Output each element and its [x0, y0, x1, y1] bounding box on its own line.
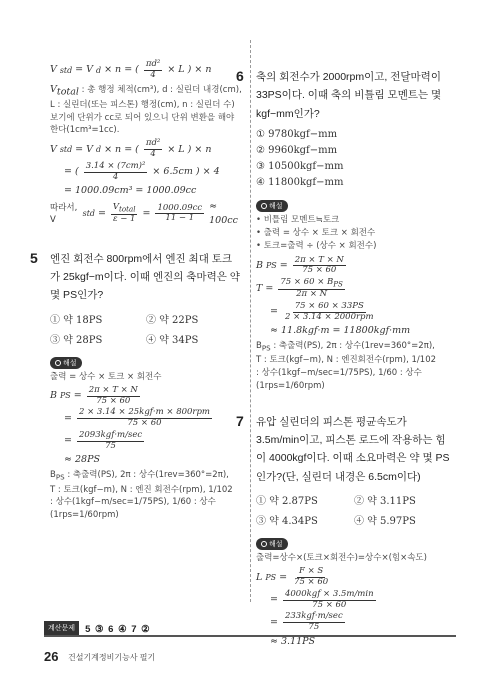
hydraulic-power-formula: [256, 567, 452, 588]
fraction-sub: total: [119, 204, 136, 214]
note-text: L : 실린더(또는 피스톤) 행정(cm), n : 실린더 수): [50, 99, 235, 110]
displacement-formula-4: [50, 184, 242, 198]
fraction-denominator: 75 × 60: [127, 418, 162, 429]
answer-choices: [256, 492, 452, 527]
formula-text: B: [256, 260, 263, 272]
fraction-numerator: 2π × T × N: [294, 254, 344, 265]
fraction-numerator: 2093kgf·m/sec: [78, 429, 143, 440]
choice-4[interactable]: ④ 약 5.97PS: [354, 516, 416, 528]
formula-text: V: [50, 143, 57, 155]
explanation-badge: [50, 357, 82, 369]
choice-3[interactable]: ③ 약 28PS: [50, 334, 103, 346]
formula-text: ≈ 28PS: [64, 454, 100, 466]
fraction: [155, 204, 204, 225]
fraction-denominator: 4: [150, 149, 156, 159]
legend-text: : 축출력(PS), 2π : 상수(1rev=360°=2π),: [67, 470, 229, 481]
bullet-item: • 토크=출력 ÷ (상수 × 회전수): [256, 240, 452, 253]
answer-key-text: 5 ③ 6 ④ 7 ②: [85, 624, 151, 635]
fraction: [77, 431, 144, 452]
hydraulic-step-2: = $\frac{\text{4000kgf × 3.5m/min}}{75 \times 60}$: [270, 588, 374, 610]
left-column: [30, 58, 242, 522]
formula-text: = V: [75, 64, 94, 76]
column-divider: [250, 40, 251, 602]
formula-text: =: [64, 166, 72, 178]
formula-text: × n =: [104, 143, 133, 155]
formula-text: ≈ 11.8kgf·m = 11800kgf·mm: [270, 325, 411, 337]
power-formula: [256, 256, 452, 277]
choice-3[interactable]: ③ 10500kgf−mm: [256, 161, 344, 173]
question-text: 축의 회전수가 2000rpm이고, 전달마력이 33PS이다. 이때 축의 비틀림 모멘트는 몇 kgf−mm인가?: [256, 71, 442, 120]
formula-text: V: [50, 64, 57, 76]
formula-text: T =: [256, 283, 274, 295]
displacement-note: [50, 83, 242, 138]
legend-var: B: [50, 470, 56, 481]
displacement-formula-3: = ( $\frac{\text{3.14 × (7cm)²}}{4}$ × 6.5cm ) × 4: [64, 160, 220, 182]
question-6: [236, 68, 452, 393]
fraction-numerator: πd²: [145, 59, 161, 69]
choice-1[interactable]: ① 9780kgf−mm: [256, 129, 338, 141]
search-icon: [261, 541, 267, 547]
formula-sub: std: [59, 144, 73, 154]
power-legend: [50, 469, 242, 522]
explanation-bullets: [256, 214, 452, 254]
bullet-item: • 비틀림 모멘트≒토크: [256, 214, 452, 227]
question-5: [30, 249, 242, 522]
formula-sub: PS: [265, 572, 277, 582]
legend-text: T : 토크(kgf−m), N : 엔진 회전수(rpm), 1/102: [50, 484, 233, 495]
fraction-denominator: 75 × 60: [294, 577, 329, 588]
displacement-formula-5: [50, 200, 242, 228]
fraction-numerator: 4000kgf × 3.5m/min: [284, 588, 374, 599]
search-icon: [261, 203, 267, 209]
fraction: [144, 60, 162, 81]
fraction-numerator: 3.14 × (7cm)²: [85, 160, 146, 171]
legend-text: T : 토크(kgf−m), N : 엔진회전수(rpm), 1/102: [256, 355, 437, 366]
explanation-line: 출력=상수×(토크×회전수)=상수×(힘×속도): [256, 553, 427, 564]
choice-2[interactable]: ② 약 22PS: [146, 314, 199, 326]
legend-sub: PS: [261, 343, 271, 353]
displacement-formula-2: V std = V d × n = ( $\frac{\text{πd²}}{4}$ × L ) × n: [50, 138, 212, 159]
question-number: 5: [30, 249, 38, 266]
choice-2[interactable]: ② 약 3.11PS: [354, 496, 416, 508]
fraction-numerator: 1000.09cc: [157, 202, 203, 213]
fraction-sub: PS: [333, 279, 343, 289]
choice-1[interactable]: ① 약 2.87PS: [256, 496, 318, 508]
formula-sub: d: [96, 65, 102, 75]
formula-text: × L ) × n: [167, 64, 212, 76]
fraction-denominator: 4: [112, 171, 119, 182]
bullet-item: • 출력 = 상수 × 토크 × 회전수: [256, 227, 452, 240]
fraction: [87, 386, 140, 407]
formula-text: = 1000.09cm³ = 1000.09cc: [64, 185, 197, 197]
note-text: : 총 행정 체적(cm³), d : 실린더 내경(cm),: [81, 84, 242, 95]
choice-2[interactable]: ② 9960kgf−mm: [256, 145, 338, 157]
formula-text: B: [50, 390, 57, 402]
fraction-numerator: 2 × 3.14 × 25kgf·m × 800rpm: [78, 407, 210, 418]
torque-step-3: [256, 324, 452, 338]
fraction-numerator: πd²: [145, 138, 161, 149]
fraction: [144, 139, 162, 160]
explanation-badge: [256, 200, 288, 212]
fraction-numerator: 233kgf·m/sec: [284, 611, 343, 622]
answer-choices: [50, 311, 242, 346]
legend-var: B: [256, 341, 262, 352]
formula-sub: PS: [265, 261, 277, 271]
fraction-denominator: 75 × 60: [302, 265, 337, 276]
fraction-denominator: 11 − 1: [165, 213, 195, 224]
displacement-formula-1: V std = V d × n = ( $\frac{\text{πd²}}{4}$ × L ) × n: [50, 59, 212, 80]
formula-text: =: [142, 207, 151, 219]
formula-text: L: [256, 571, 263, 583]
legend-text: : 상수(1kgf−m/sec=1/75PS), 1/60 : 상수: [50, 497, 216, 508]
question-number: 6: [236, 68, 244, 84]
choice-4[interactable]: ④ 11800kgf−mm: [256, 177, 344, 189]
note-var: V: [50, 83, 57, 95]
fraction-numerator: 75 × 60 × 33PS: [294, 300, 364, 311]
power-step-4: [50, 453, 242, 467]
choice-1[interactable]: ① 약 18PS: [50, 314, 103, 326]
search-icon: [55, 360, 61, 366]
formula-sub: std: [59, 65, 73, 75]
formula-text: =: [279, 571, 288, 583]
right-column: [236, 68, 452, 651]
page-number: 26: [44, 649, 59, 664]
power-step-3: = $\frac{\text{2093kgf·m/sec}}{75}$: [64, 429, 143, 451]
legend-text: : 상수(1kgf−m/sec=1/75PS), 1/60 : 상수: [256, 368, 422, 379]
power-formula: [50, 386, 242, 407]
formula-text: × 6.5cm ) × 4: [152, 166, 220, 178]
fraction: [293, 256, 346, 277]
fraction: [111, 203, 138, 225]
fraction: [77, 408, 212, 429]
legend-text: : 축출력(PS), 2π : 상수(1rev=360°=2π),: [273, 341, 435, 352]
fraction-numerator: 75 × 60 × B: [280, 277, 334, 288]
choice-4[interactable]: ④ 약 34PS: [146, 334, 199, 346]
torque-formula: [256, 278, 452, 300]
fraction: [283, 590, 376, 611]
formula-text: =: [97, 207, 106, 219]
power-step-2: = $\frac{\text{2 × 3.14 × 25kgf·m × 800rpm}}{75 \times 60}$: [64, 407, 210, 429]
formula-text: = V: [75, 143, 94, 155]
fraction-denominator: 75: [308, 622, 320, 633]
book-title: 건설기계정비기능사 필기: [68, 653, 156, 662]
note-text: 한다(1cm³=1cc).: [50, 125, 120, 136]
explanation-badge: [256, 538, 288, 550]
hydraulic-step-3: = $\frac{\text{233kgf·m/sec}}{75}$: [270, 611, 343, 633]
question-text: 유압 실린더의 피스톤 평균속도가 3.5m/min이고, 피스톤 로드에 작용하는 힘이 4000kgf이다. 이때 소요마력은 약 몇 PS 인가?(단, 실린더 내경은 6.5cm이다): [256, 415, 450, 483]
note-sub: total: [56, 86, 79, 98]
fraction-denominator: 75 × 60: [96, 395, 131, 406]
formula-text: =: [73, 390, 82, 402]
formula-text: × L ) × n: [167, 143, 212, 155]
formula-text: 따라서, V: [50, 202, 78, 225]
formula-text: × n =: [104, 64, 133, 76]
formula-sub: std: [82, 209, 95, 219]
fraction: [292, 567, 330, 588]
torque-step-2: = $\frac{75 \times 60 \times 33PS}{\text{2 × 3.14 × 2000rpm}}$: [270, 300, 374, 322]
fraction: [84, 162, 148, 183]
answer-key-bar: [44, 623, 456, 637]
fraction-denominator: 75: [105, 440, 116, 451]
formula-sub: PS: [59, 391, 71, 401]
question-number: 7: [236, 412, 244, 429]
question-text: 엔진 회전수 800rpm에서 엔진 최대 토크가 25kgf−m이다. 이때 엔진의 축마력은 약 몇 PS인가?: [50, 252, 240, 302]
note-text: 보기에 단위가 cc로 되어 있으니 단위 변환을 해야: [50, 112, 235, 123]
fraction: [278, 278, 345, 300]
answer-choices: [256, 129, 452, 188]
torque-legend: [256, 340, 452, 393]
badge-label: 해설: [269, 541, 283, 549]
fraction-numerator: F × S: [298, 566, 324, 577]
fraction-denominator: ε − 1: [112, 213, 136, 224]
fraction: [283, 302, 376, 323]
formula-text: ≈ 100cc: [209, 201, 238, 226]
formula-sub: d: [96, 144, 102, 154]
formula-text: =: [279, 260, 288, 272]
choice-3[interactable]: ③ 약 4.34PS: [256, 516, 318, 528]
answer-key-tag: 계산문제: [44, 621, 79, 635]
explanation-line: 출력 = 상수 × 토크 × 회전수: [50, 371, 162, 382]
question-7: [236, 412, 452, 649]
badge-label: 해설: [269, 203, 283, 211]
fraction-denominator: 2 × 3.14 × 2000rpm: [284, 311, 374, 322]
legend-text: (1rps=1/60rpm): [256, 380, 325, 391]
fraction-denominator: 2π × N: [296, 288, 328, 299]
legend-text: (1rps=1/60rpm): [50, 510, 119, 521]
badge-label: 해설: [63, 359, 77, 367]
fraction-denominator: 75 × 60: [312, 599, 347, 610]
formula-text: ≈ 3.11PS: [270, 635, 316, 647]
fraction-numerator: 2π × T × N: [88, 384, 138, 395]
fraction-numerator: V: [112, 202, 120, 213]
fraction-denominator: 4: [150, 69, 156, 80]
legend-sub: PS: [55, 472, 65, 482]
